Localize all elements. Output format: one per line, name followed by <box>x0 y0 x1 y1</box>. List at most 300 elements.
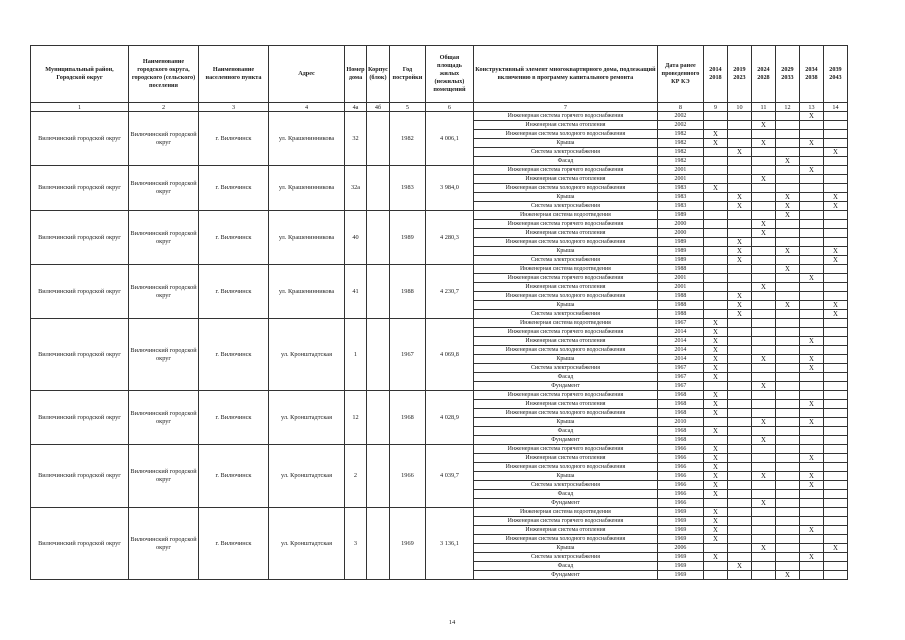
element-cell: Инженерная система отопления <box>473 229 657 238</box>
period-cell <box>823 526 847 535</box>
period-cell: X <box>727 562 751 571</box>
period-cell <box>799 436 823 445</box>
period-cell <box>823 328 847 337</box>
period-cell <box>775 436 799 445</box>
period-cell <box>703 292 727 301</box>
prior-repair-date-cell: 2001 <box>657 175 703 184</box>
period-cell <box>823 400 847 409</box>
period-cell <box>775 112 799 121</box>
period-cell <box>775 328 799 337</box>
period-cell: X <box>727 202 751 211</box>
period-cell <box>799 130 823 139</box>
column-number: 10 <box>727 103 751 112</box>
period-cell <box>703 301 727 310</box>
period-cell <box>799 148 823 157</box>
period-cell: X <box>703 319 727 328</box>
period-cell <box>775 184 799 193</box>
locality-cell: г. Вилючинск <box>199 112 269 166</box>
period-cell <box>799 301 823 310</box>
period-cell <box>751 301 775 310</box>
period-cell <box>823 517 847 526</box>
period-cell: X <box>727 310 751 319</box>
period-cell <box>775 409 799 418</box>
period-cell <box>727 517 751 526</box>
period-cell <box>775 391 799 400</box>
house-number-cell: 40 <box>345 211 367 265</box>
period-cell <box>799 220 823 229</box>
period-cell: X <box>775 571 799 580</box>
period-cell <box>703 238 727 247</box>
column-number: 9 <box>703 103 727 112</box>
locality-cell: г. Вилючинск <box>199 445 269 508</box>
period-cell: X <box>751 499 775 508</box>
period-cell <box>727 490 751 499</box>
column-number: 1 <box>31 103 129 112</box>
table-row <box>31 211 848 220</box>
corpus-cell <box>367 391 390 445</box>
period-cell: X <box>751 418 775 427</box>
period-cell <box>751 517 775 526</box>
element-cell: Крыша <box>473 139 657 148</box>
period-cell <box>823 184 847 193</box>
element-cell: Крыша <box>473 355 657 364</box>
area-cell: 4 069,8 <box>425 319 473 391</box>
header-address: Адрес <box>269 46 345 103</box>
period-cell: X <box>799 139 823 148</box>
period-cell: X <box>799 112 823 121</box>
period-cell <box>751 553 775 562</box>
period-cell: X <box>703 445 727 454</box>
element-cell: Фундамент <box>473 571 657 580</box>
period-cell <box>799 229 823 238</box>
prior-repair-date-cell: 1967 <box>657 373 703 382</box>
year-built-cell: 1989 <box>389 211 425 265</box>
area-cell: 4 028,9 <box>425 391 473 445</box>
period-cell <box>727 373 751 382</box>
period-cell <box>727 571 751 580</box>
element-cell: Система электроснабжения <box>473 202 657 211</box>
element-cell: Система электроснабжения <box>473 553 657 562</box>
area-cell: 4 039,7 <box>425 445 473 508</box>
period-cell <box>775 220 799 229</box>
period-cell: X <box>703 364 727 373</box>
period-cell <box>823 355 847 364</box>
header-area: Общая площадь жилых (нежилых) помещений <box>425 46 473 103</box>
period-cell <box>751 130 775 139</box>
period-cell <box>799 544 823 553</box>
period-cell: X <box>703 481 727 490</box>
period-cell <box>799 310 823 319</box>
prior-repair-date-cell: 2010 <box>657 418 703 427</box>
period-cell <box>823 571 847 580</box>
district-cell: Вилючинский городской округ <box>31 211 129 265</box>
period-cell <box>775 544 799 553</box>
period-cell: X <box>751 436 775 445</box>
prior-repair-date-cell: 1983 <box>657 202 703 211</box>
period-cell <box>751 571 775 580</box>
period-cell: X <box>775 211 799 220</box>
period-cell <box>775 427 799 436</box>
period-cell <box>727 364 751 373</box>
year-built-cell: 1988 <box>389 265 425 319</box>
period-cell <box>775 562 799 571</box>
table-row <box>31 319 848 328</box>
element-cell: Фасад <box>473 427 657 436</box>
element-cell: Инженерная система горячего водоснабжения <box>473 274 657 283</box>
prior-repair-date-cell: 1966 <box>657 454 703 463</box>
period-cell: X <box>703 526 727 535</box>
address-cell: ул. Кронштадтская <box>269 391 345 445</box>
period-cell <box>775 364 799 373</box>
period-cell <box>775 454 799 463</box>
period-cell: X <box>751 175 775 184</box>
locality-cell: г. Вилючинск <box>199 211 269 265</box>
header-district: Муниципальный район, Городской округ <box>31 46 129 103</box>
period-cell <box>751 391 775 400</box>
house-number-cell: 32 <box>345 112 367 166</box>
house-number-cell: 32а <box>345 166 367 211</box>
settlement-cell: Вилючинский городской округ <box>129 508 199 580</box>
period-cell <box>703 265 727 274</box>
address-cell: ул. Кронштадтская <box>269 445 345 508</box>
header-locality: Наименование населенного пункта <box>199 46 269 103</box>
period-cell: X <box>703 553 727 562</box>
period-cell <box>823 337 847 346</box>
period-cell <box>751 562 775 571</box>
period-cell <box>775 553 799 562</box>
period-cell <box>751 409 775 418</box>
column-number: 13 <box>799 103 823 112</box>
period-cell <box>799 238 823 247</box>
period-cell: X <box>703 328 727 337</box>
period-cell: X <box>799 418 823 427</box>
district-cell: Вилючинский городской округ <box>31 166 129 211</box>
period-cell <box>751 238 775 247</box>
period-cell <box>799 562 823 571</box>
table-row <box>31 112 848 121</box>
period-cell: X <box>751 220 775 229</box>
period-cell <box>751 211 775 220</box>
period-cell <box>727 265 751 274</box>
period-cell <box>823 562 847 571</box>
prior-repair-date-cell: 1988 <box>657 310 703 319</box>
column-number: 4а <box>345 103 367 112</box>
period-cell <box>823 211 847 220</box>
period-cell: X <box>823 310 847 319</box>
element-cell: Фундамент <box>473 436 657 445</box>
element-cell: Система электроснабжения <box>473 256 657 265</box>
element-cell: Инженерная система отопления <box>473 454 657 463</box>
element-cell: Фундамент <box>473 382 657 391</box>
element-cell: Инженерная система холодного водоснабжения <box>473 238 657 247</box>
prior-repair-date-cell: 1969 <box>657 517 703 526</box>
period-cell: X <box>823 202 847 211</box>
header-year-built: Год постройки <box>389 46 425 103</box>
column-number: 5 <box>389 103 425 112</box>
period-cell <box>823 220 847 229</box>
period-cell <box>775 148 799 157</box>
period-cell <box>775 373 799 382</box>
prior-repair-date-cell: 1968 <box>657 409 703 418</box>
period-cell <box>823 427 847 436</box>
period-cell <box>703 220 727 229</box>
period-cell <box>799 175 823 184</box>
period-cell: X <box>727 256 751 265</box>
period-cell <box>703 544 727 553</box>
period-cell: X <box>799 400 823 409</box>
period-cell <box>775 319 799 328</box>
house-number-cell: 12 <box>345 391 367 445</box>
corpus-cell <box>367 112 390 166</box>
house-number-cell: 3 <box>345 508 367 580</box>
period-cell: X <box>703 346 727 355</box>
period-cell <box>751 463 775 472</box>
period-cell: X <box>703 490 727 499</box>
element-cell: Инженерная система горячего водоснабжения <box>473 166 657 175</box>
area-cell: 3 136,1 <box>425 508 473 580</box>
period-cell: X <box>799 364 823 373</box>
element-cell: Инженерная система отопления <box>473 400 657 409</box>
area-cell: 4 280,3 <box>425 211 473 265</box>
period-cell <box>727 454 751 463</box>
period-cell: X <box>703 337 727 346</box>
prior-repair-date-cell: 1982 <box>657 148 703 157</box>
period-cell <box>775 337 799 346</box>
period-cell <box>751 184 775 193</box>
settlement-cell: Вилючинский городской округ <box>129 391 199 445</box>
district-cell: Вилючинский городской округ <box>31 508 129 580</box>
period-cell <box>727 553 751 562</box>
period-cell <box>727 427 751 436</box>
period-cell <box>727 184 751 193</box>
period-cell <box>799 445 823 454</box>
table-row <box>31 391 848 400</box>
period-cell: X <box>775 265 799 274</box>
period-cell <box>775 310 799 319</box>
header-period-4: 2029 2033 <box>775 46 799 103</box>
period-cell <box>727 508 751 517</box>
period-cell <box>727 211 751 220</box>
year-built-cell: 1968 <box>389 391 425 445</box>
prior-repair-date-cell: 1988 <box>657 301 703 310</box>
column-number: 14 <box>823 103 847 112</box>
period-cell <box>727 274 751 283</box>
period-cell <box>751 247 775 256</box>
period-cell: X <box>751 229 775 238</box>
period-cell <box>823 436 847 445</box>
period-cell: X <box>703 463 727 472</box>
period-cell <box>823 535 847 544</box>
period-cell <box>703 175 727 184</box>
area-cell: 4 006,1 <box>425 112 473 166</box>
period-cell <box>823 238 847 247</box>
address-cell: ул. Кронштадтская <box>269 319 345 391</box>
period-cell <box>751 373 775 382</box>
period-cell <box>703 256 727 265</box>
element-cell: Инженерная система горячего водоснабжения <box>473 445 657 454</box>
period-cell <box>727 418 751 427</box>
period-cell <box>823 418 847 427</box>
period-cell <box>775 274 799 283</box>
district-cell: Вилючинский городской округ <box>31 112 129 166</box>
period-cell <box>823 229 847 238</box>
period-cell <box>799 391 823 400</box>
period-cell: X <box>703 454 727 463</box>
period-cell <box>823 373 847 382</box>
period-cell: X <box>727 292 751 301</box>
address-cell: ул. Крашенинникова <box>269 112 345 166</box>
period-cell <box>775 526 799 535</box>
settlement-cell: Вилючинский городской округ <box>129 166 199 211</box>
column-number-row <box>31 103 848 112</box>
period-cell <box>727 391 751 400</box>
period-cell <box>799 265 823 274</box>
prior-repair-date-cell: 2014 <box>657 337 703 346</box>
element-cell: Крыша <box>473 418 657 427</box>
period-cell: X <box>751 139 775 148</box>
period-cell: X <box>823 148 847 157</box>
period-cell <box>775 175 799 184</box>
period-cell <box>751 490 775 499</box>
address-cell: ул. Крашенинникова <box>269 166 345 211</box>
period-cell: X <box>823 301 847 310</box>
period-cell <box>799 427 823 436</box>
column-number: 11 <box>751 103 775 112</box>
period-cell <box>703 382 727 391</box>
period-cell <box>751 481 775 490</box>
period-cell <box>703 418 727 427</box>
period-cell: X <box>775 247 799 256</box>
period-cell <box>751 526 775 535</box>
prior-repair-date-cell: 2014 <box>657 346 703 355</box>
period-cell <box>727 337 751 346</box>
period-cell <box>775 508 799 517</box>
period-cell: X <box>727 193 751 202</box>
period-cell <box>775 400 799 409</box>
period-cell <box>703 202 727 211</box>
period-cell <box>751 445 775 454</box>
period-cell: X <box>751 472 775 481</box>
period-cell: X <box>727 238 751 247</box>
period-cell: X <box>703 409 727 418</box>
prior-repair-date-cell: 1966 <box>657 481 703 490</box>
prior-repair-date-cell: 2001 <box>657 166 703 175</box>
element-cell: Инженерная система отопления <box>473 175 657 184</box>
period-cell: X <box>799 553 823 562</box>
period-cell <box>823 391 847 400</box>
period-cell: X <box>703 139 727 148</box>
period-cell <box>727 121 751 130</box>
prior-repair-date-cell: 1982 <box>657 130 703 139</box>
period-cell <box>823 274 847 283</box>
district-cell: Вилючинский городской округ <box>31 265 129 319</box>
period-cell <box>751 157 775 166</box>
period-cell: X <box>703 130 727 139</box>
area-cell: 4 230,7 <box>425 265 473 319</box>
prior-repair-date-cell: 1966 <box>657 463 703 472</box>
period-cell: X <box>799 355 823 364</box>
year-built-cell: 1967 <box>389 319 425 391</box>
area-cell: 3 984,0 <box>425 166 473 211</box>
district-cell: Вилючинский городской округ <box>31 391 129 445</box>
prior-repair-date-cell: 1969 <box>657 571 703 580</box>
prior-repair-date-cell: 1966 <box>657 490 703 499</box>
prior-repair-date-cell: 1969 <box>657 553 703 562</box>
element-cell: Крыша <box>473 301 657 310</box>
period-cell <box>703 562 727 571</box>
period-cell <box>727 346 751 355</box>
corpus-cell <box>367 166 390 211</box>
period-cell <box>727 526 751 535</box>
prior-repair-date-cell: 1968 <box>657 436 703 445</box>
repair-program-table <box>30 45 848 580</box>
prior-repair-date-cell: 1969 <box>657 562 703 571</box>
period-cell <box>775 229 799 238</box>
period-cell <box>799 193 823 202</box>
prior-repair-date-cell: 1982 <box>657 139 703 148</box>
period-cell <box>799 346 823 355</box>
period-cell <box>823 346 847 355</box>
element-cell: Система электроснабжения <box>473 364 657 373</box>
element-cell: Инженерная система отопления <box>473 526 657 535</box>
period-cell <box>703 571 727 580</box>
period-cell <box>775 139 799 148</box>
element-cell: Инженерная система холодного водоснабжения <box>473 463 657 472</box>
header-period-3: 2024 2028 <box>751 46 775 103</box>
period-cell <box>799 292 823 301</box>
period-cell <box>799 508 823 517</box>
period-cell: X <box>703 508 727 517</box>
column-number: 6 <box>425 103 473 112</box>
table-row <box>31 508 848 517</box>
year-built-cell: 1982 <box>389 112 425 166</box>
element-cell: Система электроснабжения <box>473 481 657 490</box>
prior-repair-date-cell: 1983 <box>657 184 703 193</box>
prior-repair-date-cell: 2002 <box>657 112 703 121</box>
column-number: 7 <box>473 103 657 112</box>
period-cell: X <box>703 355 727 364</box>
prior-repair-date-cell: 1966 <box>657 472 703 481</box>
settlement-cell: Вилючинский городской округ <box>129 319 199 391</box>
period-cell <box>799 328 823 337</box>
header-prior-repair-date: Дата ранее проведенного КР КЭ <box>657 46 703 103</box>
prior-repair-date-cell: 2002 <box>657 121 703 130</box>
period-cell <box>823 292 847 301</box>
period-cell <box>727 112 751 121</box>
period-cell <box>703 112 727 121</box>
period-cell <box>799 571 823 580</box>
period-cell <box>775 490 799 499</box>
header-period-5: 2034 2038 <box>799 46 823 103</box>
period-cell <box>727 535 751 544</box>
period-cell: X <box>751 355 775 364</box>
period-cell <box>727 283 751 292</box>
period-cell: X <box>823 544 847 553</box>
element-cell: Инженерная система горячего водоснабжения <box>473 391 657 400</box>
prior-repair-date-cell: 1989 <box>657 211 703 220</box>
prior-repair-date-cell: 1968 <box>657 400 703 409</box>
period-cell <box>751 256 775 265</box>
period-cell <box>823 166 847 175</box>
period-cell <box>823 490 847 499</box>
period-cell <box>823 472 847 481</box>
period-cell <box>775 472 799 481</box>
prior-repair-date-cell: 1989 <box>657 238 703 247</box>
period-cell <box>775 355 799 364</box>
prior-repair-date-cell: 2014 <box>657 328 703 337</box>
period-cell <box>727 220 751 229</box>
period-cell <box>727 328 751 337</box>
